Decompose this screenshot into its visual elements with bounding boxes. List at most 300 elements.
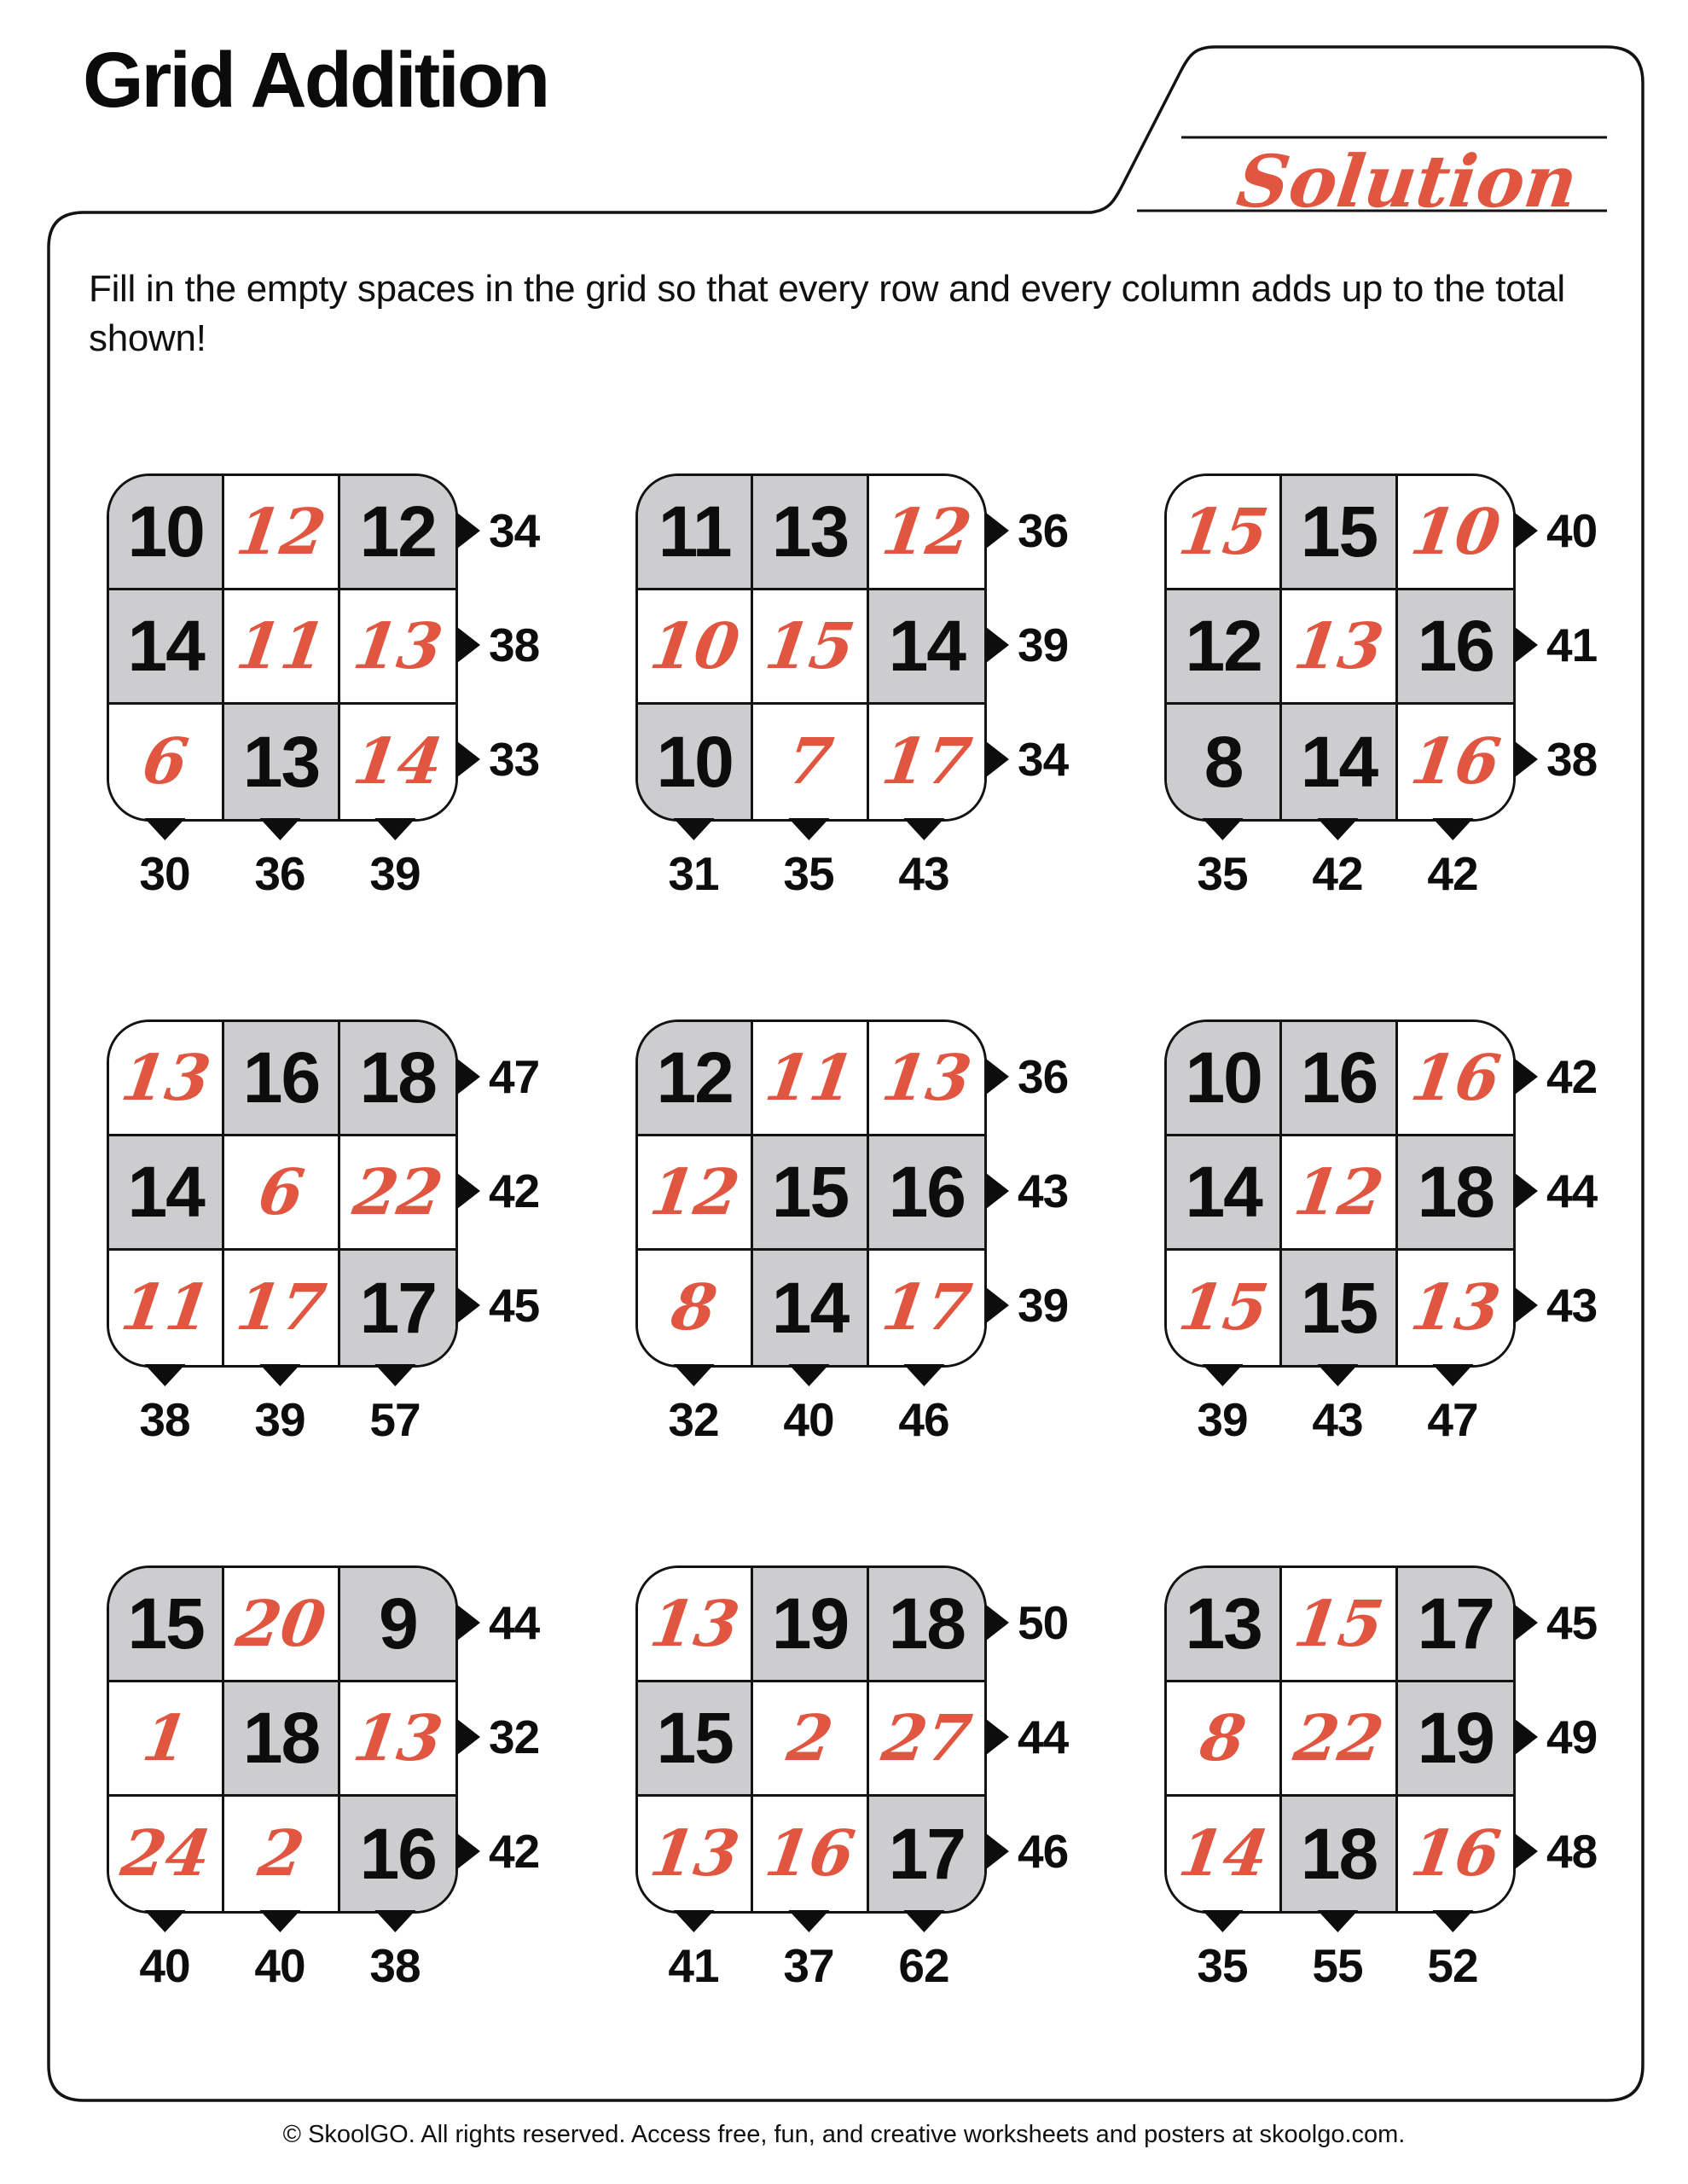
given-cell xyxy=(753,1251,868,1365)
row-total-value: 40 xyxy=(1546,504,1598,557)
answer-cell[interactable] xyxy=(1282,1568,1397,1682)
given-cell xyxy=(753,476,868,590)
puzzle-8 xyxy=(635,1565,1164,2111)
given-cell xyxy=(1398,1682,1513,1797)
cell-value: 14 xyxy=(127,606,204,686)
column-total xyxy=(898,1364,948,1447)
cell-value: 16 xyxy=(1417,606,1494,686)
column-total xyxy=(783,818,833,901)
cell-value: 11 xyxy=(116,1271,215,1345)
row-total-value: 44 xyxy=(489,1596,540,1649)
column-total xyxy=(139,818,189,901)
row-total-arrow-icon xyxy=(1515,1059,1538,1095)
row-total-value: 44 xyxy=(1018,1711,1069,1763)
row-total xyxy=(457,1710,539,1764)
puzzle-7 xyxy=(107,1565,635,2111)
row-total-arrow-icon xyxy=(1515,513,1538,549)
row-total-arrow-icon xyxy=(986,1719,1009,1755)
cell-value: 15 xyxy=(1289,1587,1389,1661)
cell-value: 6 xyxy=(138,725,193,799)
cell-value: 15 xyxy=(771,1152,849,1232)
column-total xyxy=(139,1364,189,1447)
row-total xyxy=(1515,1824,1597,1879)
row-total xyxy=(986,1278,1068,1333)
cell-value: 12 xyxy=(645,1155,744,1229)
answer-cell[interactable] xyxy=(869,1682,984,1797)
column-total xyxy=(139,1910,189,1993)
column-total-arrow-icon xyxy=(1432,1364,1473,1386)
column-total xyxy=(668,1910,718,1993)
puzzle-6 xyxy=(1164,1019,1688,1565)
column-total-arrow-icon xyxy=(788,1364,829,1386)
puzzle-2 xyxy=(635,473,1164,1019)
row-total-value: 43 xyxy=(1018,1165,1069,1217)
row-total xyxy=(1515,1049,1597,1104)
row-total-value: 47 xyxy=(489,1050,540,1103)
cell-value: 17 xyxy=(888,1813,966,1894)
row-total xyxy=(986,618,1068,672)
column-total xyxy=(1427,818,1477,901)
answer-cell[interactable] xyxy=(753,705,868,819)
given-cell xyxy=(1167,705,1282,819)
given-cell xyxy=(753,1568,868,1682)
row-total-arrow-icon xyxy=(1515,1173,1538,1209)
column-total-value: 40 xyxy=(139,1939,190,1992)
row-total-arrow-icon xyxy=(986,627,1009,663)
column-total-arrow-icon xyxy=(673,818,714,840)
answer-cell[interactable] xyxy=(1282,1136,1397,1251)
answer-cell[interactable] xyxy=(340,590,455,705)
puzzle-3 xyxy=(1164,473,1688,1019)
answer-cell[interactable] xyxy=(340,1136,455,1251)
cell-value: 13 xyxy=(1406,1271,1505,1345)
row-total xyxy=(986,1595,1068,1650)
cell-value: 20 xyxy=(231,1587,331,1661)
row-total-arrow-icon xyxy=(1515,1287,1538,1323)
row-total xyxy=(1515,1278,1597,1333)
answer-cell[interactable] xyxy=(638,1251,753,1365)
answer-cell[interactable] xyxy=(753,1682,868,1797)
given-cell xyxy=(340,1022,455,1136)
row-total-value: 36 xyxy=(1018,1050,1069,1103)
column-total-value: 57 xyxy=(369,1393,421,1446)
puzzle-4 xyxy=(107,1019,635,1565)
page-title: Grid Addition xyxy=(83,37,548,124)
cell-value: 10 xyxy=(1406,495,1505,569)
cell-value: 16 xyxy=(1406,725,1505,799)
cell-value: 14 xyxy=(771,1267,849,1348)
column-total-arrow-icon xyxy=(1202,818,1243,840)
given-cell xyxy=(1167,1136,1282,1251)
column-total xyxy=(254,1910,305,1993)
cell-value: 8 xyxy=(1204,721,1243,802)
column-total xyxy=(254,1364,305,1447)
column-total-value: 55 xyxy=(1312,1939,1363,1992)
column-total-arrow-icon xyxy=(259,1910,300,1932)
cell-value: 14 xyxy=(348,725,447,799)
cell-value: 14 xyxy=(1185,1152,1262,1232)
answer-cell[interactable] xyxy=(1398,1251,1513,1365)
column-total-value: 30 xyxy=(139,847,190,900)
row-total xyxy=(1515,618,1597,672)
column-total-arrow-icon xyxy=(1432,818,1473,840)
cell-value: 17 xyxy=(877,725,976,799)
cell-value: 16 xyxy=(1406,1817,1505,1891)
row-total xyxy=(457,1595,539,1650)
answer-cell[interactable] xyxy=(224,476,339,590)
cell-value: 16 xyxy=(359,1813,437,1894)
answer-cell[interactable] xyxy=(753,590,868,705)
cell-value: 2 xyxy=(782,1701,838,1775)
row-total-value: 43 xyxy=(1546,1279,1598,1332)
answer-cell[interactable] xyxy=(109,1251,224,1365)
cell-value: 19 xyxy=(771,1583,849,1664)
cell-value: 15 xyxy=(1300,491,1378,572)
row-total-value: 38 xyxy=(489,619,540,671)
column-total-arrow-icon xyxy=(1202,1364,1243,1386)
column-total-arrow-icon xyxy=(259,1364,300,1386)
column-total xyxy=(1312,1364,1362,1447)
row-total-arrow-icon xyxy=(457,513,480,549)
cell-value: 10 xyxy=(645,609,744,683)
given-cell xyxy=(340,1251,455,1365)
column-total-value: 38 xyxy=(139,1393,190,1446)
given-cell xyxy=(109,1568,224,1682)
row-total-value: 39 xyxy=(1018,619,1069,671)
row-total-arrow-icon xyxy=(986,1059,1009,1095)
answer-cell[interactable] xyxy=(109,1797,224,1911)
cell-value: 14 xyxy=(1174,1817,1273,1891)
cell-value: 13 xyxy=(348,609,447,683)
cell-value: 7 xyxy=(782,725,838,799)
row-total-value: 42 xyxy=(489,1825,540,1878)
cell-value: 15 xyxy=(127,1583,204,1664)
answer-cell[interactable] xyxy=(869,1251,984,1365)
cell-value: 19 xyxy=(1417,1698,1494,1778)
cell-value: 13 xyxy=(348,1701,447,1775)
cell-value: 11 xyxy=(658,491,731,572)
column-total-arrow-icon xyxy=(144,1910,185,1932)
cell-value: 12 xyxy=(656,1037,733,1118)
column-total-value: 40 xyxy=(254,1939,305,1992)
column-total xyxy=(1312,818,1362,901)
given-cell xyxy=(869,1797,984,1911)
puzzle-4-grid xyxy=(107,1019,458,1368)
row-total-arrow-icon xyxy=(986,1605,1009,1641)
row-total-arrow-icon xyxy=(986,1173,1009,1209)
answer-cell[interactable] xyxy=(224,1251,339,1365)
answer-cell[interactable] xyxy=(340,705,455,819)
row-total-arrow-icon xyxy=(457,627,480,663)
column-total-arrow-icon xyxy=(1432,1910,1473,1932)
given-cell xyxy=(1398,1568,1513,1682)
row-total-value: 39 xyxy=(1018,1279,1069,1332)
given-cell xyxy=(1282,705,1397,819)
given-cell xyxy=(638,476,753,590)
row-total xyxy=(457,1049,539,1104)
row-total xyxy=(1515,1164,1597,1218)
column-total-arrow-icon xyxy=(673,1910,714,1932)
column-total-value: 35 xyxy=(1197,1939,1248,1992)
cell-value: 22 xyxy=(348,1155,447,1229)
row-total xyxy=(986,503,1068,558)
row-total-arrow-icon xyxy=(1515,1719,1538,1755)
cell-value: 13 xyxy=(1185,1583,1262,1664)
row-total-value: 46 xyxy=(1018,1825,1069,1878)
cell-value: 12 xyxy=(1185,606,1262,686)
row-total-arrow-icon xyxy=(457,741,480,777)
answer-cell[interactable] xyxy=(869,705,984,819)
row-total xyxy=(457,1824,539,1879)
cell-value: 14 xyxy=(888,606,966,686)
puzzle-9 xyxy=(1164,1565,1688,2111)
puzzle-3-grid xyxy=(1164,473,1516,822)
given-cell xyxy=(1398,1136,1513,1251)
column-total-value: 39 xyxy=(1197,1393,1248,1446)
column-total-value: 37 xyxy=(783,1939,834,1992)
row-total-value: 38 xyxy=(1546,733,1598,786)
cell-value: 2 xyxy=(253,1817,309,1891)
row-total-value: 42 xyxy=(1546,1050,1598,1103)
column-total-arrow-icon xyxy=(259,818,300,840)
puzzle-1 xyxy=(107,473,635,1019)
column-total-value: 43 xyxy=(1312,1393,1363,1446)
row-total-value: 49 xyxy=(1546,1711,1598,1763)
cell-value: 16 xyxy=(1406,1041,1505,1115)
answer-cell[interactable] xyxy=(638,590,753,705)
cell-value: 13 xyxy=(242,721,320,802)
cell-value: 15 xyxy=(1174,1271,1273,1345)
cell-value: 17 xyxy=(231,1271,331,1345)
answer-cell[interactable] xyxy=(1167,1251,1282,1365)
cell-value: 18 xyxy=(1417,1152,1494,1232)
answer-cell[interactable] xyxy=(340,1682,455,1797)
column-total xyxy=(369,1910,420,1993)
cell-value: 12 xyxy=(231,495,331,569)
answer-cell[interactable] xyxy=(1398,1797,1513,1911)
answer-cell[interactable] xyxy=(869,1022,984,1136)
column-total xyxy=(783,1910,833,1993)
given-cell xyxy=(638,1682,753,1797)
column-total-arrow-icon xyxy=(1317,1364,1358,1386)
answer-cell[interactable] xyxy=(224,1797,339,1911)
column-total-value: 35 xyxy=(783,847,834,900)
column-total xyxy=(1312,1910,1362,1993)
row-total-arrow-icon xyxy=(986,1833,1009,1869)
row-total-arrow-icon xyxy=(1515,1833,1538,1869)
column-total xyxy=(1197,1910,1247,1993)
row-total-value: 36 xyxy=(1018,504,1069,557)
row-total xyxy=(457,732,539,787)
given-cell xyxy=(224,1682,339,1797)
row-total-arrow-icon xyxy=(457,1059,480,1095)
column-total-value: 36 xyxy=(254,847,305,900)
row-total-value: 42 xyxy=(489,1165,540,1217)
footer-copyright: © SkoolGO. All rights reserved. Access free, fun, and creative worksheets and posters at skoolgo.com. xyxy=(282,2121,1406,2148)
puzzle-7-grid xyxy=(107,1565,458,1914)
row-total xyxy=(1515,1710,1597,1764)
column-total-value: 41 xyxy=(668,1939,719,1992)
given-cell xyxy=(869,1136,984,1251)
column-total-value: 39 xyxy=(254,1393,305,1446)
given-cell xyxy=(1167,590,1282,705)
column-total xyxy=(668,1364,718,1447)
given-cell xyxy=(1282,1797,1397,1911)
row-total-arrow-icon xyxy=(1515,627,1538,663)
answer-cell[interactable] xyxy=(1398,476,1513,590)
row-total xyxy=(457,1278,539,1333)
cell-value: 17 xyxy=(1417,1583,1494,1664)
puzzle-9-grid xyxy=(1164,1565,1516,1914)
column-total-value: 39 xyxy=(369,847,421,900)
row-total-value: 48 xyxy=(1546,1825,1598,1878)
given-cell xyxy=(109,1136,224,1251)
row-total-arrow-icon xyxy=(986,513,1009,549)
cell-value: 13 xyxy=(116,1041,215,1115)
answer-cell[interactable] xyxy=(109,1682,224,1797)
row-total-value: 32 xyxy=(489,1711,540,1763)
answer-cell[interactable] xyxy=(1167,1682,1282,1797)
given-cell xyxy=(1167,1022,1282,1136)
answer-cell[interactable] xyxy=(753,1797,868,1911)
row-total-arrow-icon xyxy=(986,1287,1009,1323)
row-total-value: 44 xyxy=(1546,1165,1598,1217)
given-cell xyxy=(340,1568,455,1682)
row-total-arrow-icon xyxy=(457,1833,480,1869)
cell-value: 10 xyxy=(1185,1037,1262,1118)
column-total-arrow-icon xyxy=(1317,1910,1358,1932)
answer-cell[interactable] xyxy=(1282,590,1397,705)
row-total-value: 50 xyxy=(1018,1596,1069,1649)
answer-cell[interactable] xyxy=(224,1568,339,1682)
column-total-arrow-icon xyxy=(673,1364,714,1386)
row-total xyxy=(986,1049,1068,1104)
cell-value: 15 xyxy=(1300,1267,1378,1348)
answer-cell[interactable] xyxy=(869,476,984,590)
cell-value: 15 xyxy=(656,1698,733,1778)
cell-value: 13 xyxy=(771,491,849,572)
cell-value: 18 xyxy=(242,1698,320,1778)
puzzle-8-grid xyxy=(635,1565,987,1914)
column-total xyxy=(1427,1910,1477,1993)
column-total-value: 62 xyxy=(898,1939,949,1992)
column-total-arrow-icon xyxy=(903,1364,944,1386)
column-total xyxy=(1427,1364,1477,1447)
answer-cell[interactable] xyxy=(224,590,339,705)
column-total-arrow-icon xyxy=(903,818,944,840)
column-total-value: 46 xyxy=(898,1393,949,1446)
cell-value: 13 xyxy=(645,1817,744,1891)
solution-tab-label: Solution xyxy=(1233,139,1582,224)
cell-value: 24 xyxy=(116,1817,215,1891)
cell-value: 16 xyxy=(760,1817,860,1891)
cell-value: 8 xyxy=(1196,1701,1250,1775)
cell-value: 6 xyxy=(253,1155,309,1229)
row-total-value: 45 xyxy=(489,1279,540,1332)
answer-cell[interactable] xyxy=(1167,1797,1282,1911)
cell-value: 17 xyxy=(877,1271,976,1345)
row-total xyxy=(986,1824,1068,1879)
column-total-arrow-icon xyxy=(144,1364,185,1386)
answer-cell[interactable] xyxy=(1398,705,1513,819)
cell-value: 13 xyxy=(877,1041,976,1115)
row-total xyxy=(1515,503,1597,558)
answer-cell[interactable] xyxy=(1282,1682,1397,1797)
column-total xyxy=(898,1910,948,1993)
cell-value: 27 xyxy=(877,1701,976,1775)
answer-cell[interactable] xyxy=(1398,1022,1513,1136)
column-total-arrow-icon xyxy=(374,1364,415,1386)
cell-value: 9 xyxy=(378,1583,417,1664)
row-total xyxy=(1515,1595,1597,1650)
column-total-value: 40 xyxy=(783,1393,834,1446)
cell-value: 16 xyxy=(1300,1037,1378,1118)
column-total-value: 47 xyxy=(1427,1393,1478,1446)
column-total-arrow-icon xyxy=(374,818,415,840)
cell-value: 22 xyxy=(1289,1701,1389,1775)
given-cell xyxy=(1282,1022,1397,1136)
row-total-arrow-icon xyxy=(457,1719,480,1755)
column-total-value: 42 xyxy=(1312,847,1363,900)
given-cell xyxy=(109,476,224,590)
cell-value: 8 xyxy=(667,1271,722,1345)
cell-value: 14 xyxy=(1300,721,1378,802)
given-cell xyxy=(638,705,753,819)
row-total-value: 33 xyxy=(489,733,540,786)
answer-cell[interactable] xyxy=(109,1022,224,1136)
answer-cell[interactable] xyxy=(638,1136,753,1251)
answer-cell[interactable] xyxy=(1167,476,1282,590)
row-total-arrow-icon xyxy=(457,1173,480,1209)
instructions-text: Fill in the empty spaces in the grid so that every row and every column adds up to the total shown! xyxy=(89,268,1565,360)
given-cell xyxy=(869,590,984,705)
column-total-value: 43 xyxy=(898,847,949,900)
answer-cell[interactable] xyxy=(109,705,224,819)
row-total-value: 34 xyxy=(489,504,540,557)
cell-value: 11 xyxy=(231,609,331,683)
answer-cell[interactable] xyxy=(638,1797,753,1911)
cell-value: 16 xyxy=(242,1037,320,1118)
puzzle-5-grid xyxy=(635,1019,987,1368)
puzzle-grid-area xyxy=(107,473,1688,2111)
cell-value: 12 xyxy=(1289,1155,1389,1229)
cell-value: 18 xyxy=(888,1583,966,1664)
row-total-arrow-icon xyxy=(457,1605,480,1641)
row-total xyxy=(986,1164,1068,1218)
cell-value: 14 xyxy=(127,1152,204,1232)
cell-value: 10 xyxy=(127,491,204,572)
row-total-arrow-icon xyxy=(1515,1605,1538,1641)
answer-cell[interactable] xyxy=(224,1136,339,1251)
cell-value: 11 xyxy=(760,1041,860,1115)
cell-value: 15 xyxy=(1174,495,1273,569)
given-cell xyxy=(224,1022,339,1136)
given-cell xyxy=(1282,476,1397,590)
column-total-value: 31 xyxy=(668,847,719,900)
row-total-value: 34 xyxy=(1018,733,1069,786)
column-total-value: 38 xyxy=(369,1939,421,1992)
cell-value: 10 xyxy=(656,721,733,802)
answer-cell[interactable] xyxy=(638,1568,753,1682)
row-total-arrow-icon xyxy=(986,741,1009,777)
answer-cell[interactable] xyxy=(753,1022,868,1136)
row-total xyxy=(457,618,539,672)
cell-value: 1 xyxy=(138,1701,193,1775)
column-total xyxy=(254,818,305,901)
cell-value: 16 xyxy=(888,1152,966,1232)
cell-value: 12 xyxy=(359,491,437,572)
puzzle-2-grid xyxy=(635,473,987,822)
